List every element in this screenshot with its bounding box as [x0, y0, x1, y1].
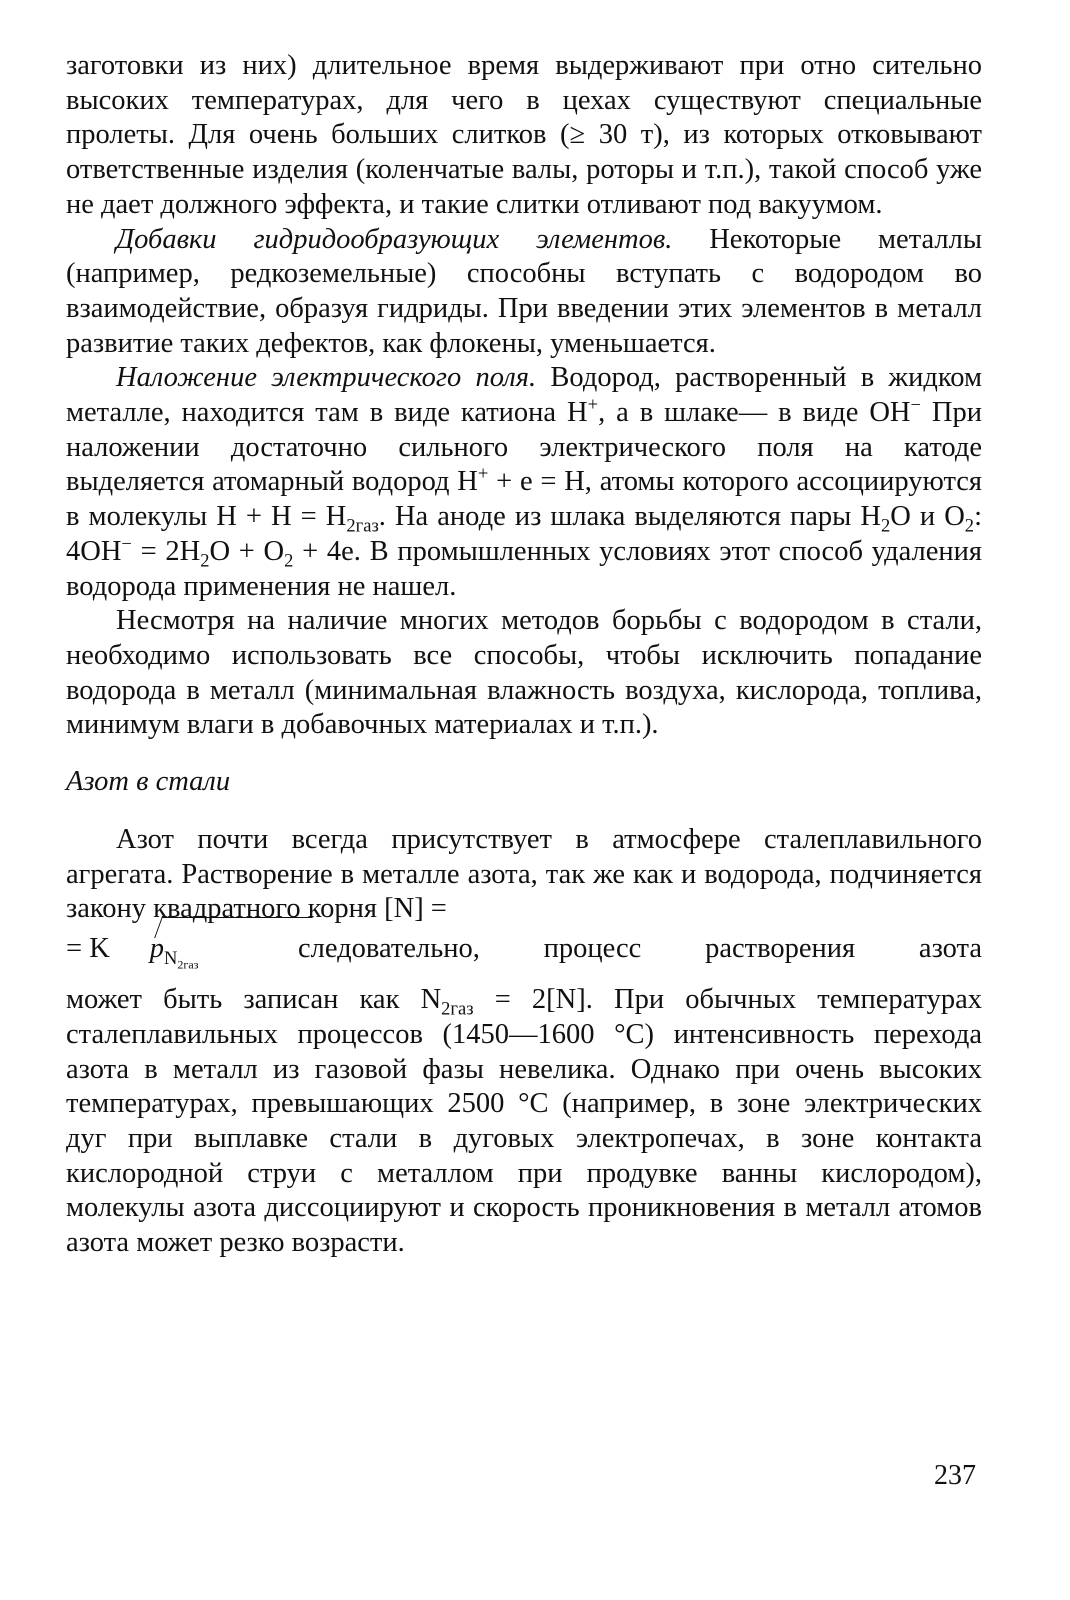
- paragraph-1: заготовки из них) длительное время выдерживают при отно сительно высоких температурах, для чего в цехах существуют специальные пролеты. Для очень больших слитков (≥ 30 т), из которых отковывают ответственные изделия (коленчатые валы, роторы и т.п.), такой способ уже не дает должного эффекта, и такие слитки отливают под вакуумом.: [66, 50, 982, 220]
- paragraph-title: Добавки гидридообразующих элементов.: [116, 223, 673, 255]
- formula-lhs: = K $p_{N_{2газ}}$: [66, 933, 199, 972]
- paragraph-electric-field: Наложение электрического поля. Водород, растворенный в жидком металле, находится там в виде катиона H+, а в шлаке— в виде OH− При наложении достаточно сильного электрического поля на катоде выделяется атомарный водород H+ + e = H, атомы которого ассоциируются в молекулы $H + H = H_{2газ}$. На аноде из шлака выделяются пары $H_2O$ и $O_2$: $4OH^- = 2H_2O + O_2 + 4e$. В промышленных условиях этот способ удаления водорода применения не нашел.: [66, 362, 983, 602]
- paragraph-title: Наложение электрического поля.: [116, 362, 537, 394]
- section-heading: Азот в стали: [66, 766, 231, 798]
- formula-rest: следовательно, процесс растворения азота: [298, 933, 982, 965]
- paragraph-4: Несмотря на наличие многих методов борьбы с водородом в стали, необходимо использовать все способы, чтобы исключить попадание водорода в металл (минимальная влажность воздуха, кислорода, топлива, минимум влаги в добавочных материалах и т.п.).: [66, 605, 982, 741]
- paragraph-hydride-additives: Добавки гидридообразующих элементов. Некоторые металлы (например, редкоземельные) способны вступать с водородом во взаимодействие, образуя гидриды. При введении этих элементов в металл развитие таких дефектов, как флокены, уменьшается.: [66, 223, 982, 359]
- page-number: 237: [934, 1460, 976, 1491]
- sqrt-sign: [154, 917, 313, 938]
- paragraph-nitrogen: Азот почти всегда присутствует в атмосфере сталеплавильного агрегата. Растворение в металле азота, так же как и водорода, подчиняется закону квадратного корня [N] =: [66, 824, 982, 925]
- sqrt-formula-line: [66, 927, 982, 983]
- paragraph-6: может быть записан как $N_{2газ} = 2[N]$. При обычных температурах сталеплавильных процессов (1450—1600 °C) интенсивность перехода азота в металл из газовой фазы невелика. Однако при очень высоких температурах, превышающих 2500 °C (например, в зоне электрических дуг при выплавке стали в дуговых электропечах, в зоне контакта кислородной струи с металлом при продувке ванны кислородом), молекулы азота диссоциируют и скорость проникновения в металл атомов азота может резко возрасти.: [66, 984, 982, 1259]
